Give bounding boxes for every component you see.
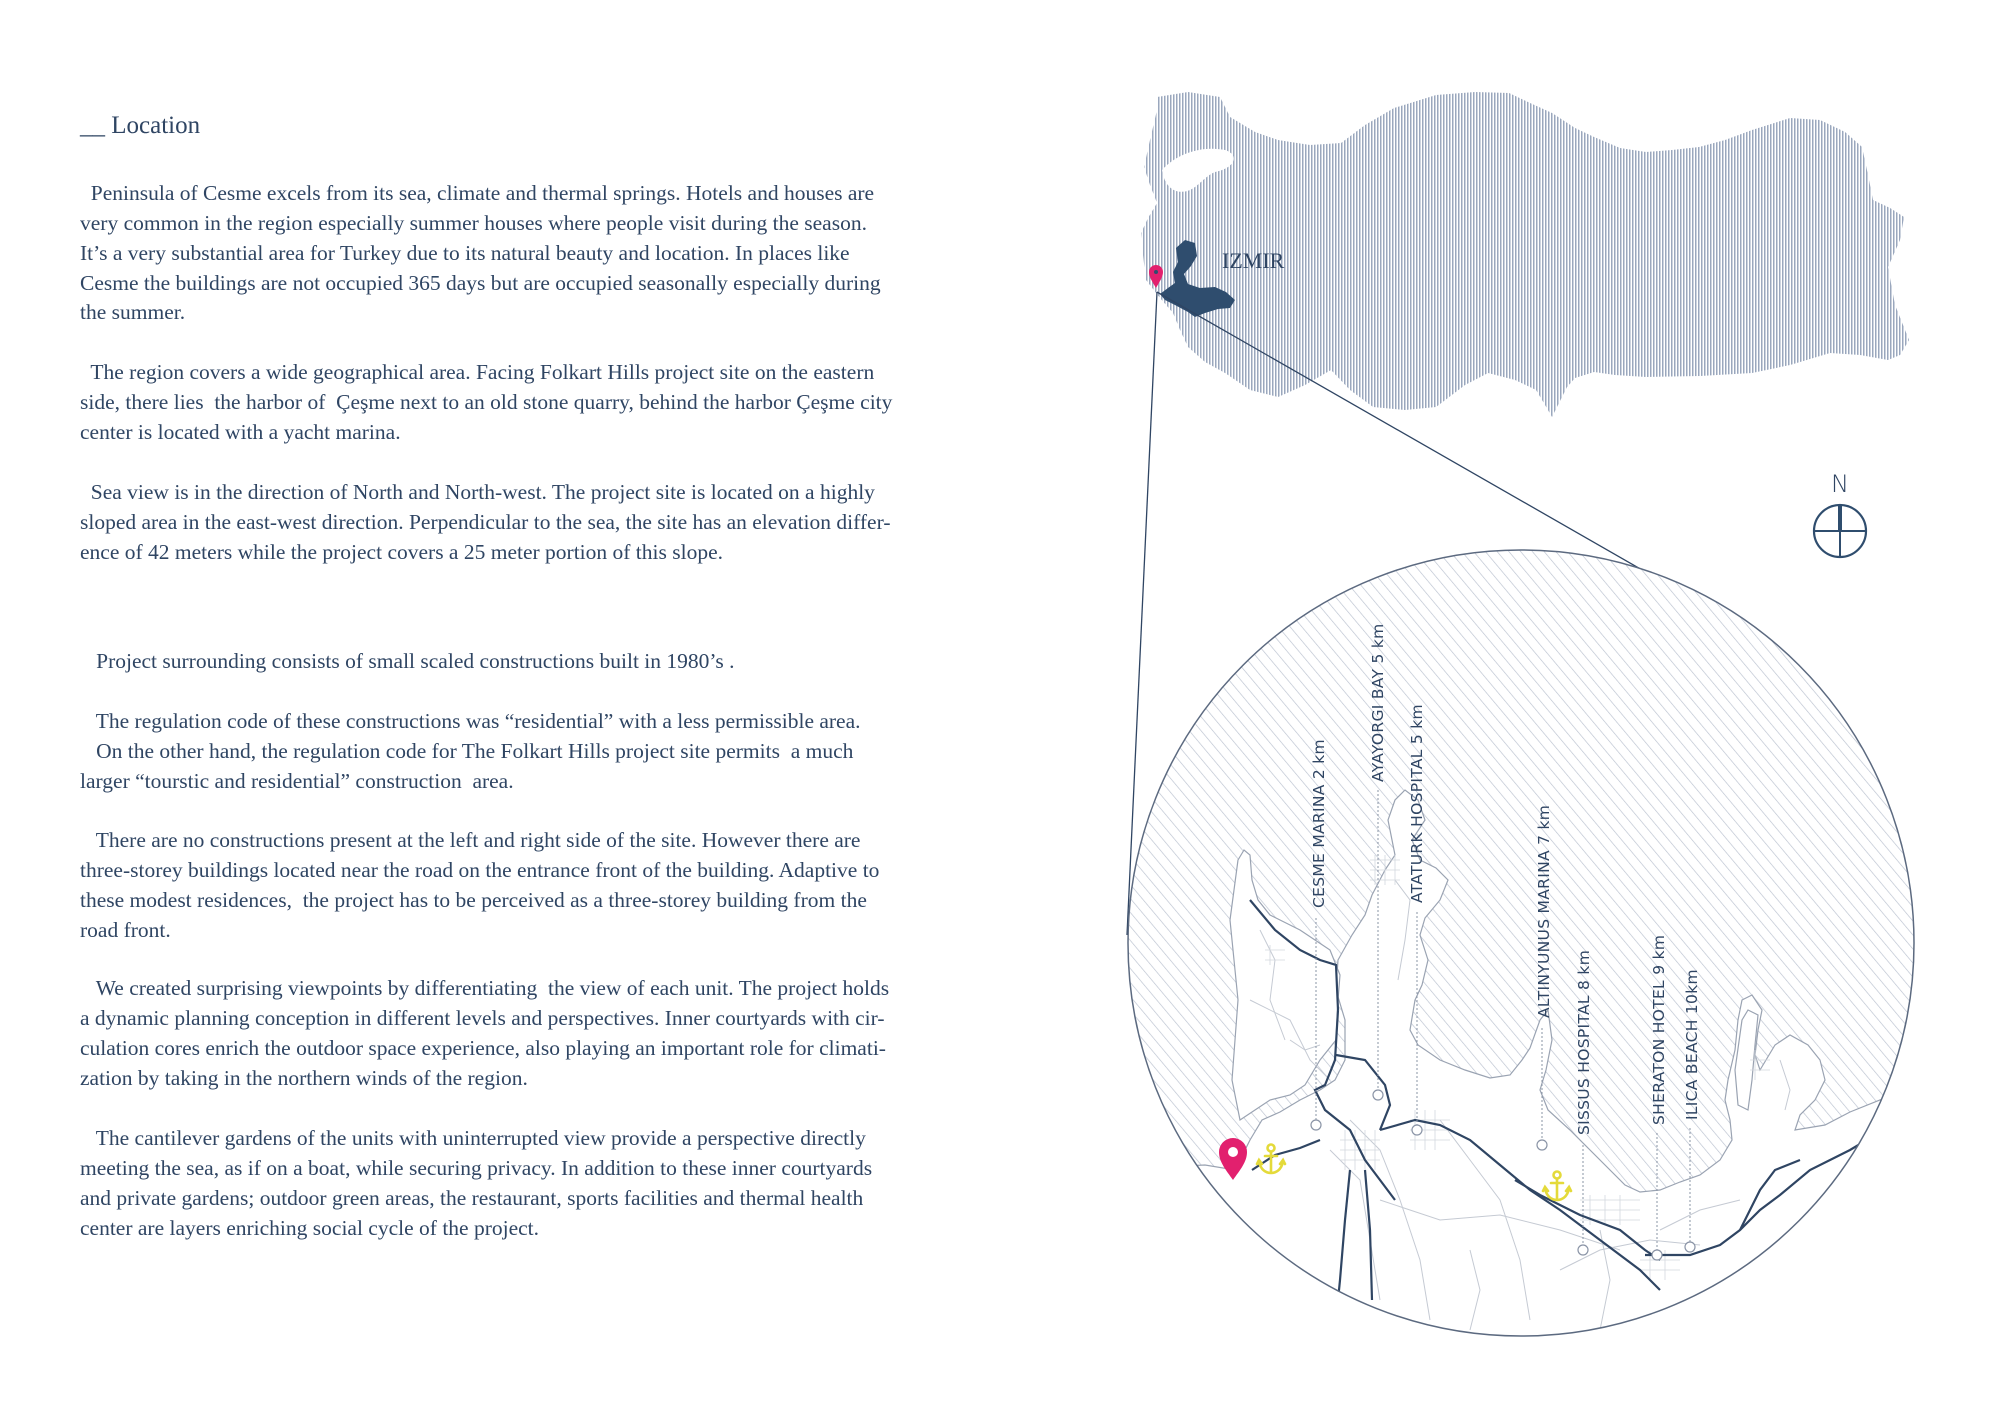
poi-label-ilica-beach: ILICA BEACH 10km bbox=[1683, 969, 1701, 1120]
text-line: ence of 42 meters while the project covers a 25 meter portion of this slope. bbox=[80, 540, 724, 564]
text-line: zation by taking in the northern winds of the region. bbox=[80, 1066, 528, 1090]
text-line: center are layers enriching social cycle of the project. bbox=[80, 1216, 540, 1240]
text-line: very common in the region especially summer houses where people visit during the season. bbox=[80, 211, 867, 235]
text-line: side, there lies the harbor of Çeşme next to an old stone quarry, behind the harbor Çeşme city bbox=[80, 390, 893, 414]
text-line: The regulation code of these constructions was “residential” with a less permissible area. bbox=[80, 709, 861, 733]
text-line: The cantilever gardens of the units with uninterrupted view provide a perspective directly bbox=[80, 1126, 866, 1150]
text-line: meeting the sea, as if on a boat, while securing privacy. In addition to these inner courtyards bbox=[80, 1156, 873, 1180]
text-line: Cesme the buildings are not occupied 365 days but are occupied seasonally especially during bbox=[80, 271, 881, 295]
text-line: larger “tourstic and residential” construction area. bbox=[80, 769, 514, 793]
text-line: Sea view is in the direction of North and North-west. The project site is located on a highly bbox=[80, 480, 875, 504]
poi-label-altinyunus-marina: ALTINYUNUS MARINA 7 km bbox=[1535, 804, 1553, 1018]
poi-label-ayayorgi-bay: AYAYORGI BAY 5 km bbox=[1369, 623, 1387, 782]
text-line: and private gardens; outdoor green areas, the restaurant, sports facilities and thermal health bbox=[80, 1186, 864, 1210]
north-label: N bbox=[1831, 470, 1849, 498]
text-line: We created surprising viewpoints by differentiating the view of each unit. The project holds bbox=[80, 976, 890, 1000]
poi-label-cesme-marina: CESME MARINA 2 km bbox=[1310, 739, 1328, 908]
section-title: __ Location bbox=[80, 112, 201, 139]
text-line: the summer. bbox=[80, 300, 186, 324]
compass-icon bbox=[1814, 505, 1866, 557]
poi-label-sheraton-hotel: SHERATON HOTEL 9 km bbox=[1650, 934, 1668, 1125]
text-line: road front. bbox=[80, 918, 171, 942]
izmir-label: IZMIR bbox=[1222, 248, 1285, 273]
text-line: There are no constructions present at the left and right side of the site. However there are bbox=[80, 828, 861, 852]
text-line: three-storey buildings located near the road on the entrance front of the building. Adaptive to bbox=[80, 858, 880, 882]
poi-label-ataturk-hospital: ATATURK HOSPITAL 5 km bbox=[1408, 704, 1426, 903]
text-line: Peninsula of Cesme excels from its sea, climate and thermal springs. Hotels and houses are bbox=[80, 181, 875, 205]
zoomed-map bbox=[1100, 550, 1950, 1400]
text-line: On the other hand, the regulation code for The Folkart Hills project site permits a much bbox=[80, 739, 854, 763]
text-line: The region covers a wide geographical area. Facing Folkart Hills project site on the eastern bbox=[80, 360, 875, 384]
text-line: these modest residences, the project has to be perceived as a three-storey building from the bbox=[80, 888, 867, 912]
text-line: sloped area in the east-west direction. Perpendicular to the sea, the site has an elevation differ- bbox=[80, 510, 891, 534]
text-line: a dynamic planning conception in different levels and perspectives. Inner courtyards with cir- bbox=[80, 1006, 885, 1030]
text-line: center is located with a yacht marina. bbox=[80, 420, 401, 444]
poi-label-sissus-hospital: SISSUS HOSPITAL 8 km bbox=[1575, 949, 1593, 1135]
text-line: culation cores enrich the outdoor space experience, also playing an important role for climati- bbox=[80, 1036, 886, 1060]
text-line: It’s a very substantial area for Turkey due to its natural beauty and location. In places like bbox=[80, 241, 850, 265]
text-line: Project surrounding consists of small scaled constructions built in 1980’s . bbox=[80, 649, 735, 673]
